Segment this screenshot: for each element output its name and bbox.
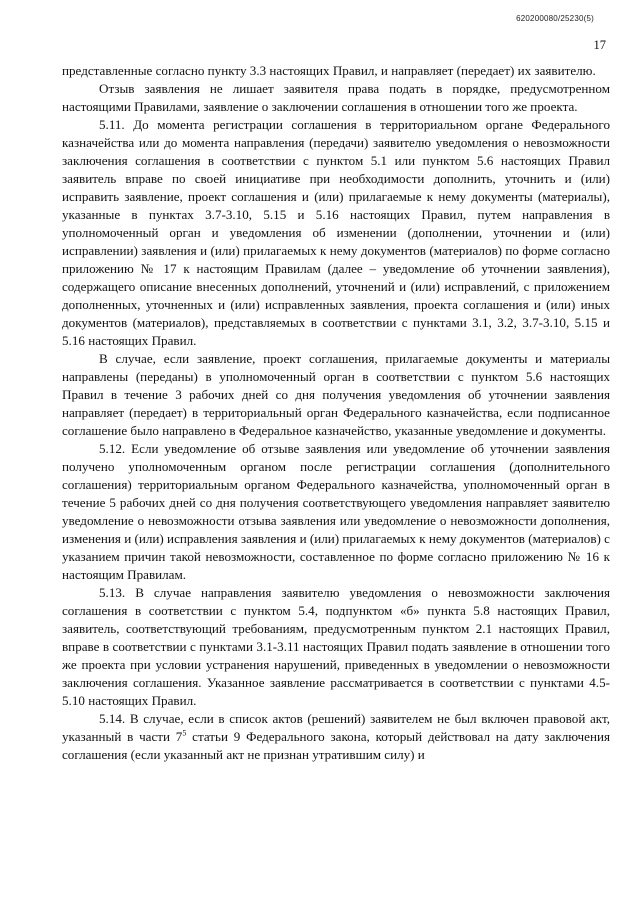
paragraph [62,710,610,764]
document-id: 620200080/25230(5) [516,14,594,23]
paragraph: 5.12. Если уведомление об отзыве заявления или уведомление об уточнении заявления получено уполномоченным органом после регистрации соглашения (дополнительного соглашения) территориальным органом Федерального казначейства, уполномоченный орган в течение 5 рабочих дней со дня получения соответствующего уведомления направляет заявителю уведомление о невозможности отзыва заявления или уведомление о невозможности дополнения, изменения и (или) исправления заявления и (или) прилагаемых к нему документов (материалов) с указанием причин такой невозможности, составленное по форме согласно приложению № 16 к настоящим Правилам. [62,441,610,582]
paragraph: представленные согласно пункту 3.3 настоящих Правил, и направляет (передает) их заявителю. [62,63,596,78]
paragraph: В случае, если заявление, проект соглашения, прилагаемые документы и материалы направлены (переданы) в уполномоченный орган в соответствии с пунктом 5.6 настоящих Правил в течение 3 рабочих дней со дня получения уведомления об уточнении заявления направляет (передает) в территориальный орган Федерального казначейства, если подписанное соглашение было направлено в Федеральное казначейство, указанные уведомление и документы. [62,351,610,438]
body-text [62,62,610,764]
paragraph: 5.13. В случае направления заявителю уведомления о невозможности заключения соглашения в соответствии с пунктом 5.4, подпунктом «б» пункта 5.8 настоящих Правил, заявитель, соответствующий требованиям, предусмотренным пунктом 2.1 настоящих Правил, вправе в соответствии с пунктами 3.1-3.11 настоящих Правил подать заявление в отношении того же проекта при условии устранения нарушений, приведенных в уведомлении о невозможности заключения соглашения. Указанное заявление рассматривается в соответствии с пунктами 4.5-5.10 настоящих Правил. [62,585,610,708]
paragraph-text: 5.14. В случае, если в список актов (решений) заявителем не был включен правовой акт, указанный в части 7 [62,711,610,744]
paragraph: 5.11. До момента регистрации соглашения в территориальном органе Федерального казначейства или до момента направления (передачи) заявителю уведомления о невозможности заключения соглашения в соответствии с пунктом 5.1 или пунктом 5.6 настоящих Правил заявитель вправе по своей инициативе при необходимости дополнить, уточнить и (или) исправить заявление, проект соглашения и (или) прилагаемые к нему документы (материалы), указанные в пунктах 3.7-3.10, 5.15 и 5.16 настоящих Правил, путем направления в уполномоченный орган и уведомления об изменении (дополнении, уточнении и (или) исправлении) заявления и (или) прилагаемых к нему документов (материалов) по форме согласно приложению № 17 к настоящим Правилам (далее – уведомление об уточнении заявления), содержащего описание внесенных дополнений, уточнений и (или) исправлений, с приложением дополненных, уточненных и (или) исправленных заявления, проекта соглашения и (или) иных документов (материалов), представляемых в соответствии с пунктами 3.1, 3.2, 3.7-3.10, 5.15 и 5.16 настоящих Правил. [62,117,610,348]
paragraph-text: статьи 9 Федерального закона, который действовал на дату заключения соглашения (если указанный акт не признан утратившим силу) и [62,729,610,762]
page-number: 17 [593,38,606,52]
paragraph: Отзыв заявления не лишает заявителя права подать в порядке, предусмотренном настоящими Правилами, заявление о заключении соглашения в отношении того же проекта. [62,81,610,114]
superscript: 5 [182,728,187,738]
